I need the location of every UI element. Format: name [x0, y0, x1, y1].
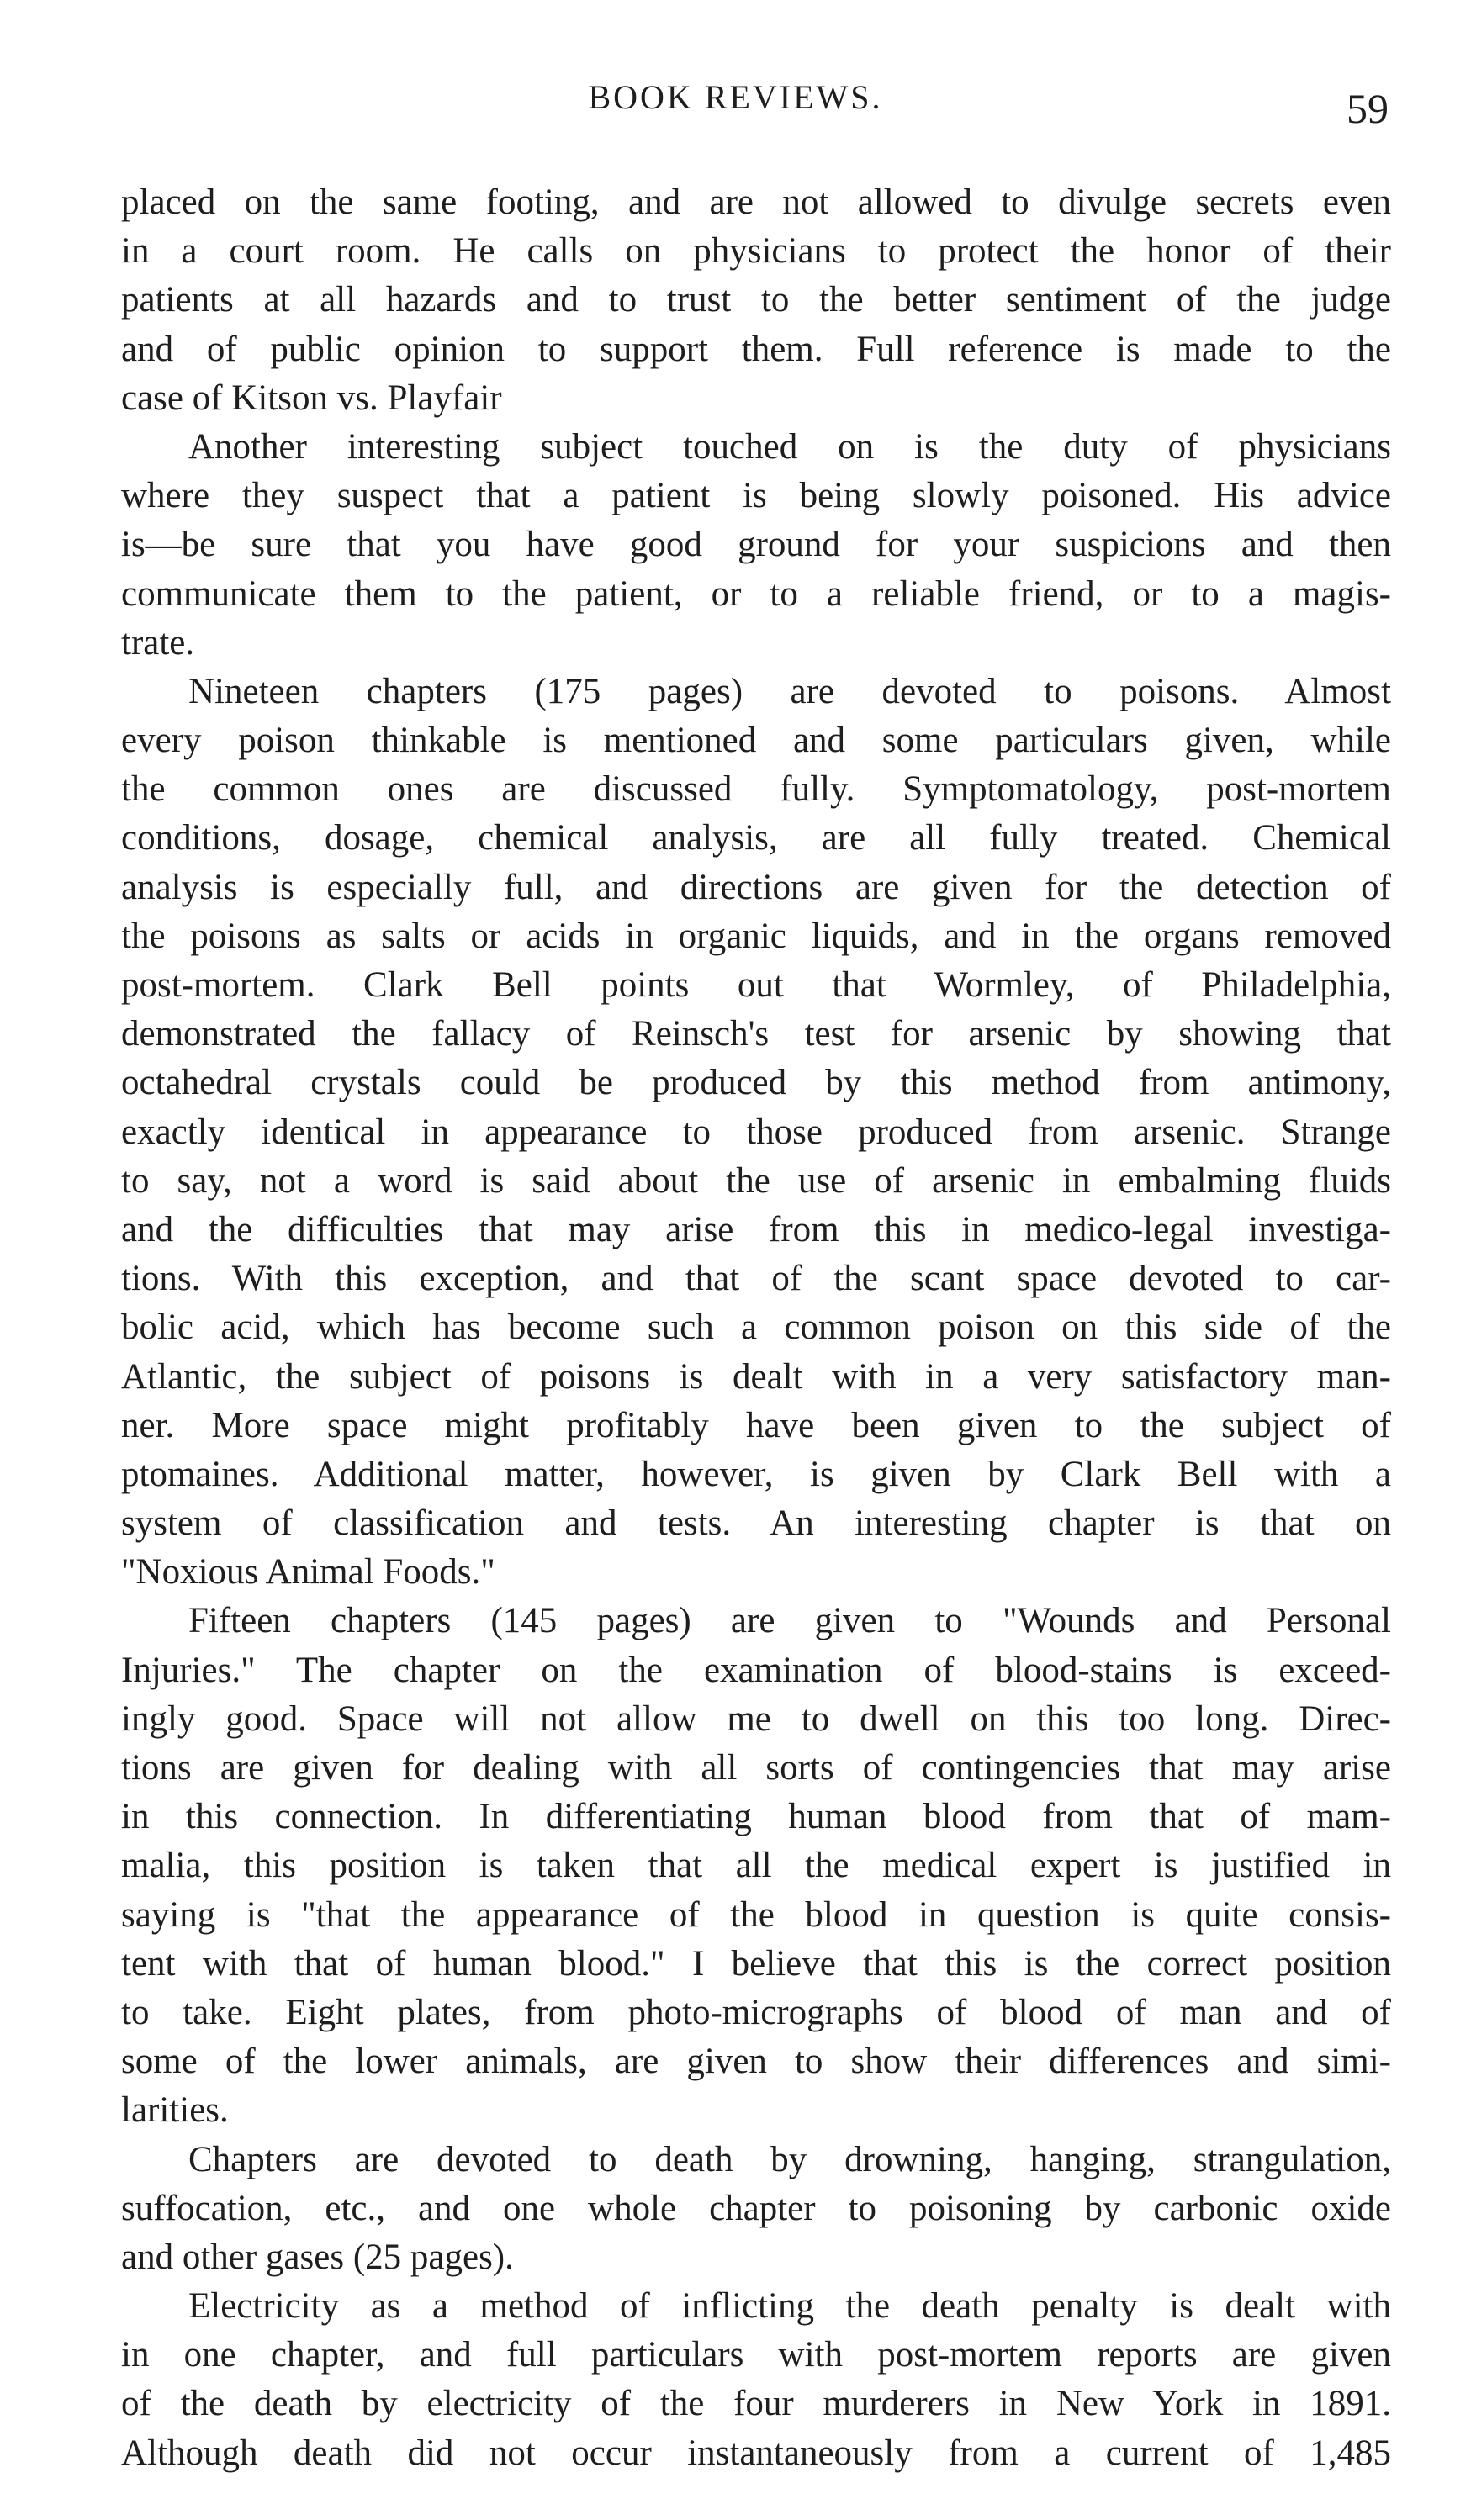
text-line: trate.: [121, 622, 195, 663]
text-line: case of Kitson vs. Playfair: [121, 378, 502, 418]
text-line: patients at all hazards and to trust to the better sentiment of the judge: [121, 280, 1391, 320]
text-line: malia, this position is taken that all the medical expert is justified in: [121, 1846, 1391, 1886]
text-line: system of classification and tests. An interesting chapter is that on: [121, 1503, 1391, 1544]
text-line: the poisons as salts or acids in organic liquids, and in the organs removed: [121, 916, 1391, 956]
text-line: is—be sure that you have good ground for your suspicions and then: [121, 525, 1391, 565]
text-line: Fifteen chapters (145 pages) are given to "Wounds and Personal: [188, 1601, 1391, 1641]
text-line: Chapters are devoted to death by drowning, hanging, strangulation,: [188, 2139, 1391, 2179]
text-line: analysis is especially full, and directions are given for the detection of: [121, 867, 1391, 907]
text-line: and of public opinion to support them. Full reference is made to the: [121, 329, 1391, 369]
text-line: Atlantic, the subject of poisons is dealt with in a very satisfactory man-: [121, 1356, 1391, 1397]
text-line: conditions, dosage, chemical analysis, are all fully treated. Chemical: [121, 818, 1391, 858]
text-line: communicate them to the patient, or to a reliable friend, or to a magis-: [121, 573, 1391, 614]
text-line: every poison thinkable is mentioned and some particulars given, while: [121, 721, 1391, 761]
text-line: and the difficulties that may arise from this in medico-legal investiga-: [121, 1209, 1391, 1249]
text-line: in this connection. In differentiating human blood from that of mam-: [121, 1797, 1391, 1837]
text-line: in one chapter, and full particulars with post-mortem reports are given: [121, 2335, 1391, 2375]
text-line: saying is "that the appearance of the blood in question is quite consis-: [121, 1894, 1391, 1935]
text-line: larities.: [121, 2090, 229, 2131]
text-line: to say, not a word is said about the use of arsenic in embalming fluids: [121, 1160, 1391, 1201]
text-line: "Noxious Animal Foods.": [121, 1552, 495, 1593]
page-number: 59: [1347, 85, 1389, 132]
text-line: tions. With this exception, and that of the scant space devoted to car-: [121, 1259, 1391, 1299]
text-line: post-mortem. Clark Bell points out that Wormley, of Philadelphia,: [121, 965, 1391, 1005]
text-line: demonstrated the fallacy of Reinsch's test for arsenic by showing that: [121, 1014, 1391, 1054]
text-line: the common ones are discussed fully. Symptomatology, post-mortem: [121, 769, 1391, 810]
text-line: ingly good. Space will not allow me to dwell on this too long. Direc-: [121, 1698, 1391, 1739]
text-line: bolic acid, which has become such a common poison on this side of the: [121, 1308, 1391, 1348]
text-line: to take. Eight plates, from photo-micrographs of blood of man and of: [121, 1992, 1391, 2032]
text-line: exactly identical in appearance to those produced from arsenic. Strange: [121, 1112, 1391, 1152]
text-line: some of the lower animals, are given to show their differences and simi-: [121, 2042, 1391, 2082]
text-line: octahedral crystals could be produced by this method from antimony,: [121, 1063, 1391, 1103]
text-line: Injuries." The chapter on the examination of blood-stains is exceed-: [121, 1650, 1391, 1690]
running-head: BOOK REVIEWS.: [588, 78, 883, 116]
text-line: Nineteen chapters (175 pages) are devoted to poisons. Almost: [188, 671, 1391, 711]
text-line: and other gases (25 pages).: [121, 2237, 514, 2277]
text-line: Another interesting subject touched on is the duty of physicians: [188, 426, 1391, 467]
text-line: where they suspect that a patient is being slowly poisoned. His advice: [121, 476, 1391, 516]
text-line: of the death by electricity of the four murderers in New York in 1891.: [121, 2384, 1391, 2424]
text-line: ner. More space might profitably have been given to the subject of: [121, 1405, 1391, 1445]
text-line: in a court room. He calls on physicians to protect the honor of their: [121, 231, 1391, 272]
text-line: tions are given for dealing with all sorts of contingencies that may arise: [121, 1748, 1391, 1788]
review-body: [121, 178, 1391, 2478]
text-line: Although death did not occur instantaneously from a current of 1,485: [121, 2433, 1391, 2473]
text-line: placed on the same footing, and are not allowed to divulge secrets even: [121, 182, 1391, 222]
text-line: Electricity as a method of inflicting the death penalty is dealt with: [188, 2286, 1391, 2327]
text-line: suffocation, etc., and one whole chapter to poisoning by carbonic oxide: [121, 2188, 1391, 2228]
text-line: ptomaines. Additional matter, however, is given by Clark Bell with a: [121, 1454, 1391, 1494]
text-line: tent with that of human blood." I believe that this is the correct position: [121, 1943, 1391, 1984]
